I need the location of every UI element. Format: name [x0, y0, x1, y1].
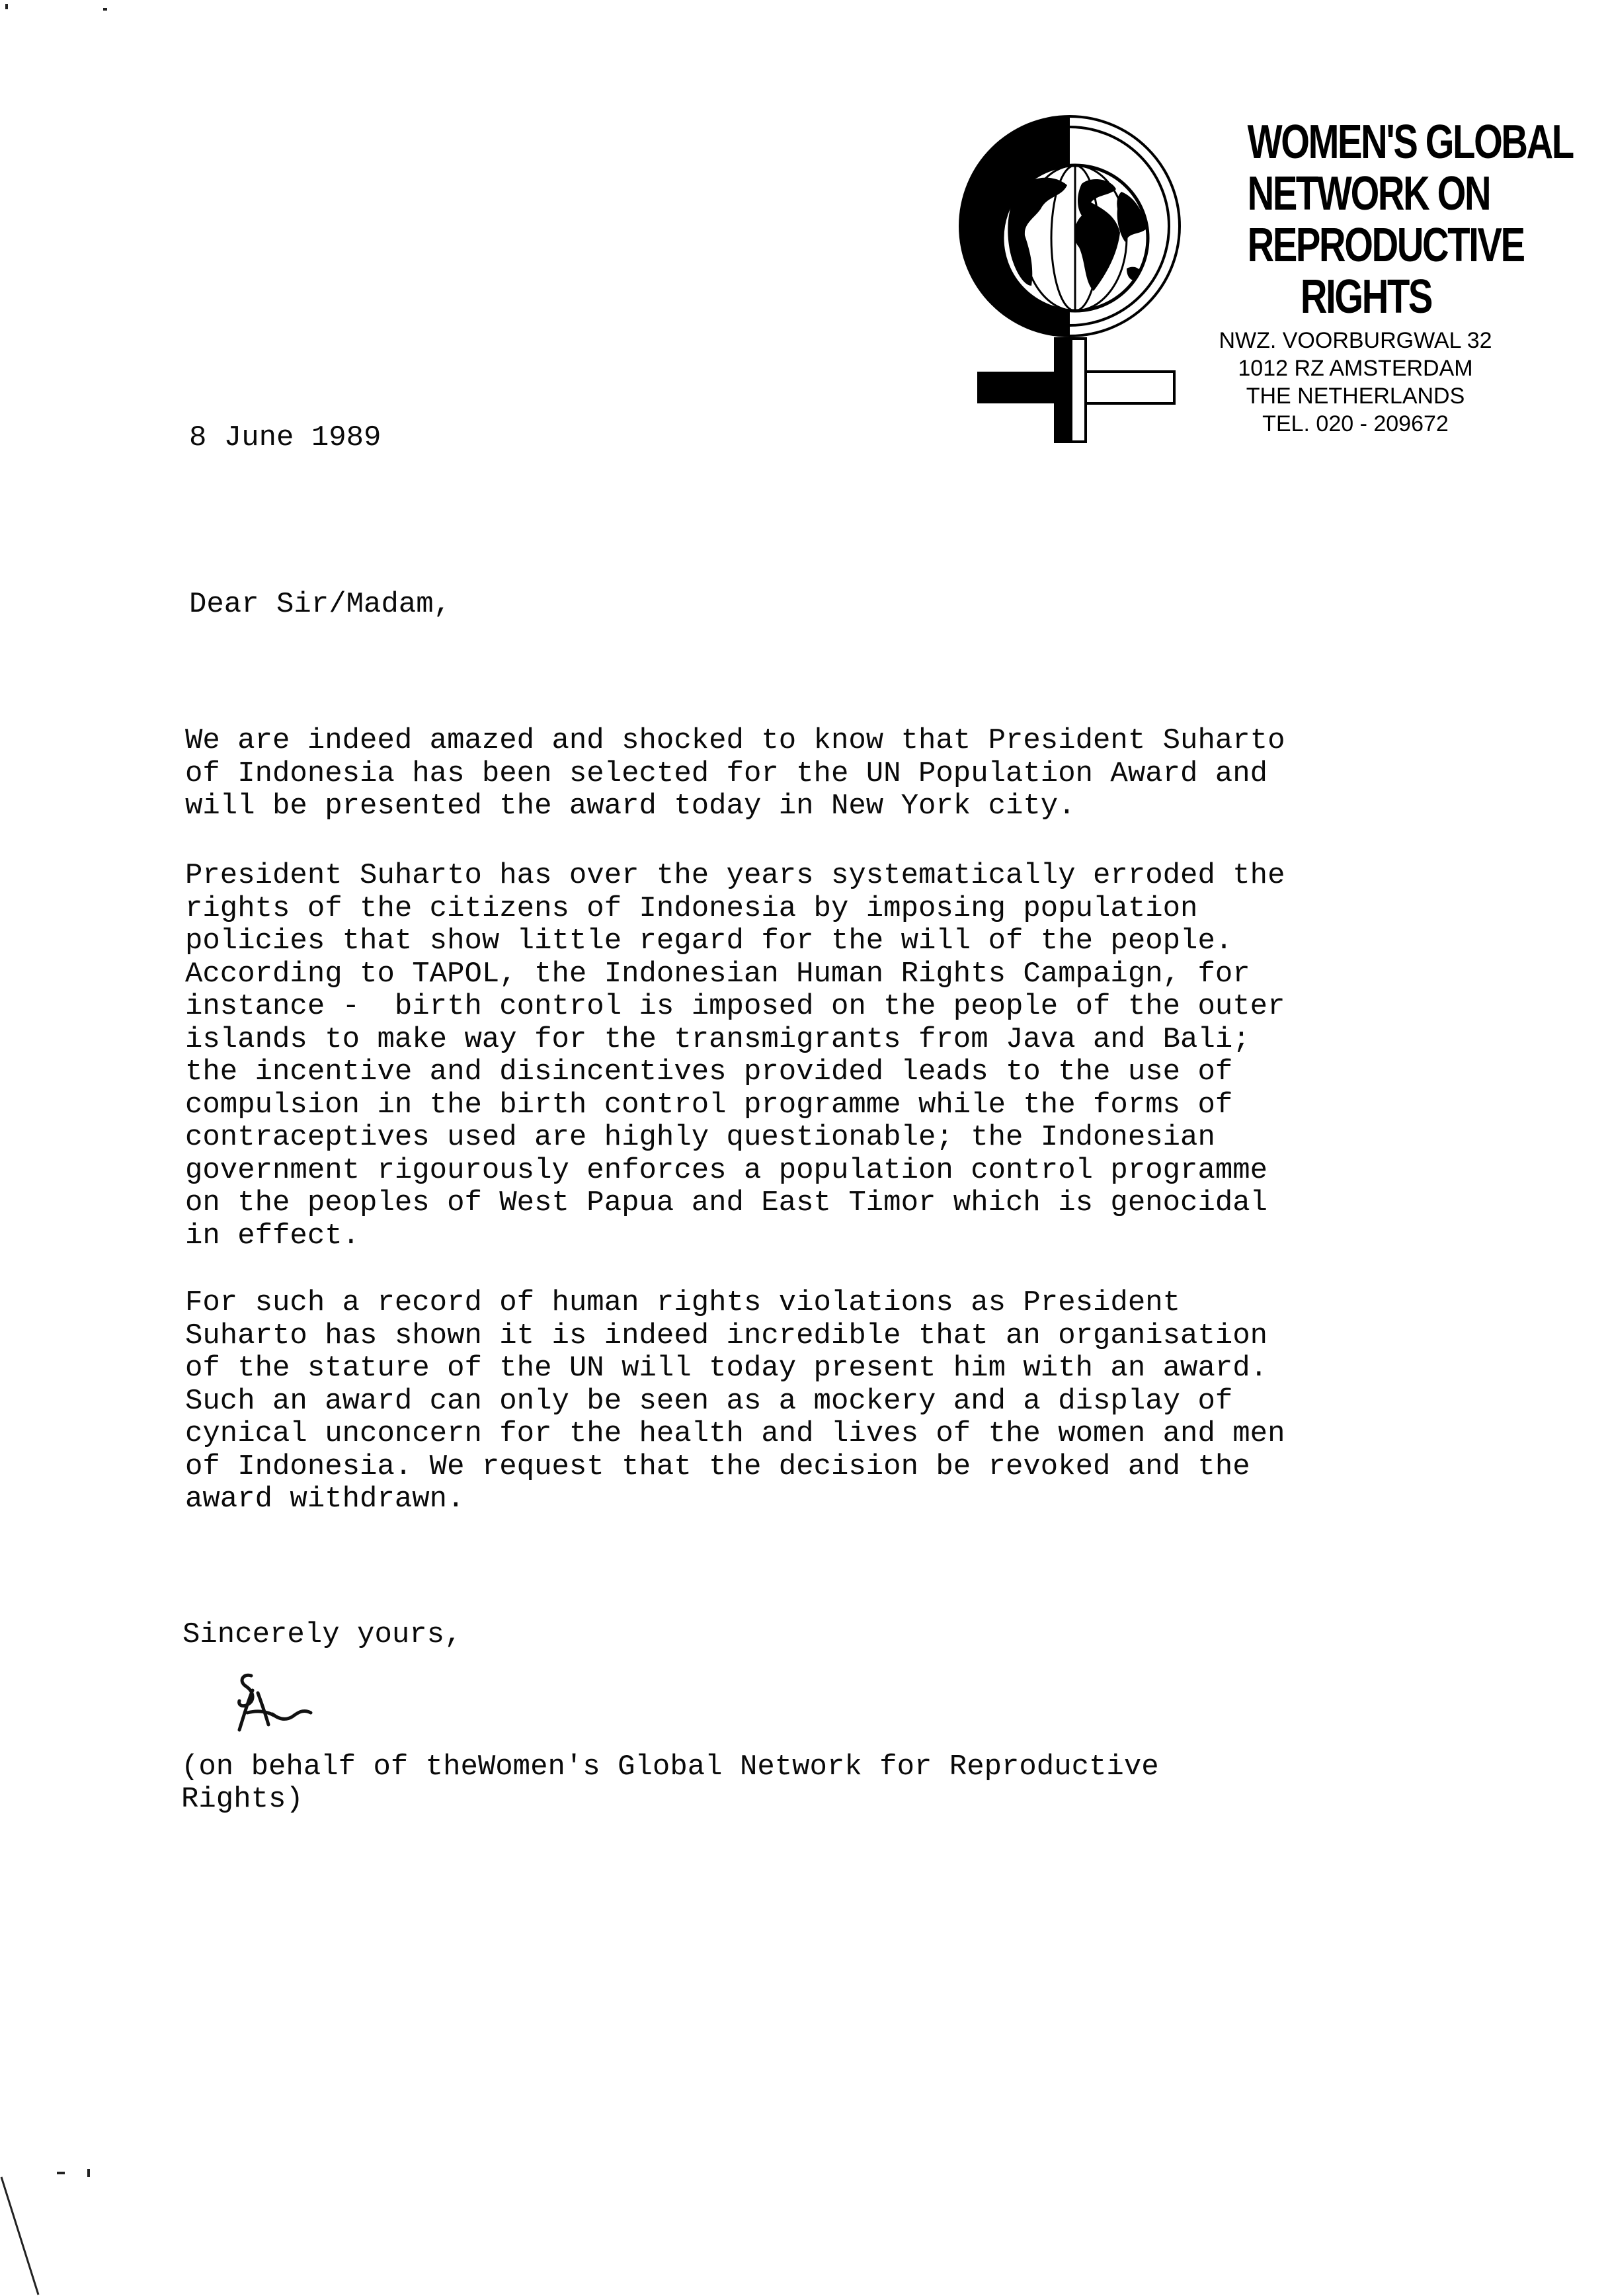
address-line-2: 1012 RZ AMSTERDAM [1238, 356, 1473, 381]
paragraph-line: will be presented the award today in New York city. [185, 790, 1076, 823]
on-behalf-line [181, 1751, 1159, 1816]
salutation: Dear Sir/Madam, [189, 588, 452, 621]
paragraph-line: For such a record of human rights violations as President [185, 1286, 1181, 1319]
paragraph-line: contraceptives used are highly questionable; the Indonesian [185, 1121, 1215, 1154]
address-line-1: NWZ. VOORBURGWAL 32 [1219, 328, 1492, 353]
paragraph-line: of Indonesia. We request that the decision be revoked and the [185, 1450, 1250, 1483]
on-behalf-line-1: (on behalf of theWomen's Global Network for Reproductive [181, 1750, 1159, 1784]
address-line-4: TEL. 020 - 209672 [1262, 411, 1449, 436]
paragraph-1 [185, 725, 1285, 823]
paragraph-line: policies that show little regard for the will of the people. [185, 924, 1233, 958]
scan-mark-top-2 [103, 8, 107, 11]
paragraph-line: cynical unconcern for the health and lives of the women and men [185, 1417, 1285, 1450]
paragraph-line: Such an award can only be seen as a mockery and a display of [185, 1384, 1233, 1418]
address-line-3: THE NETHERLANDS [1246, 384, 1465, 409]
globe-venus-symbol-icon [918, 112, 1222, 450]
paragraph-line: Suharto has shown it is indeed incredible that an organisation [185, 1319, 1268, 1352]
handwritten-signature-icon [225, 1666, 331, 1739]
paragraph-line: instance - birth control is imposed on the people of the outer [185, 990, 1285, 1023]
paragraph-2 [185, 860, 1285, 1252]
paragraph-3 [185, 1287, 1285, 1516]
paragraph-line: government rigourously enforces a population control programme [185, 1153, 1268, 1187]
scan-mark-bottom-2 [87, 2169, 90, 2177]
org-name [1247, 116, 1573, 323]
paragraph-line: rights of the citizens of Indonesia by imposing population [185, 891, 1198, 925]
paragraph-line: President Suharto has over the years systematically erroded the [185, 859, 1285, 892]
paragraph-line: compulsion in the birth control programme while the forms of [185, 1088, 1233, 1122]
paragraph-line: in effect. [185, 1219, 360, 1252]
paragraph-line: islands to make way for the transmigrants from Java and Bali; [185, 1022, 1250, 1056]
paragraph-line: of Indonesia has been selected for the UN Population Award and [185, 757, 1268, 790]
paragraph-line: of the stature of the UN will today present him with an award. [185, 1352, 1268, 1385]
paragraph-line: award withdrawn. [185, 1483, 465, 1516]
org-name-line-2: NETWORK ON [1247, 167, 1490, 220]
org-name-line-4: RIGHTS [1300, 270, 1432, 323]
org-address [1197, 327, 1514, 438]
paragraph-line: According to TAPOL, the Indonesian Human Rights Campaign, for [185, 957, 1250, 991]
org-name-line-1: WOMEN'S GLOBAL [1247, 116, 1573, 169]
on-behalf-line-2: Rights) [181, 1783, 303, 1816]
org-name-line-3: REPRODUCTIVE [1247, 219, 1524, 272]
paragraph-line: We are indeed amazed and shocked to know that President Suharto [185, 724, 1285, 757]
scan-edge-line [0, 2176, 40, 2296]
closing: Sincerely yours, [182, 1618, 462, 1651]
letter-date: 8 June 1989 [189, 421, 382, 454]
paragraph-line: on the peoples of West Papua and East Timor which is genocidal [185, 1186, 1268, 1219]
scan-mark-bottom [57, 2172, 65, 2174]
paragraph-line: the incentive and disincentives provided leads to the use of [185, 1055, 1233, 1088]
scan-mark-top [5, 4, 8, 9]
